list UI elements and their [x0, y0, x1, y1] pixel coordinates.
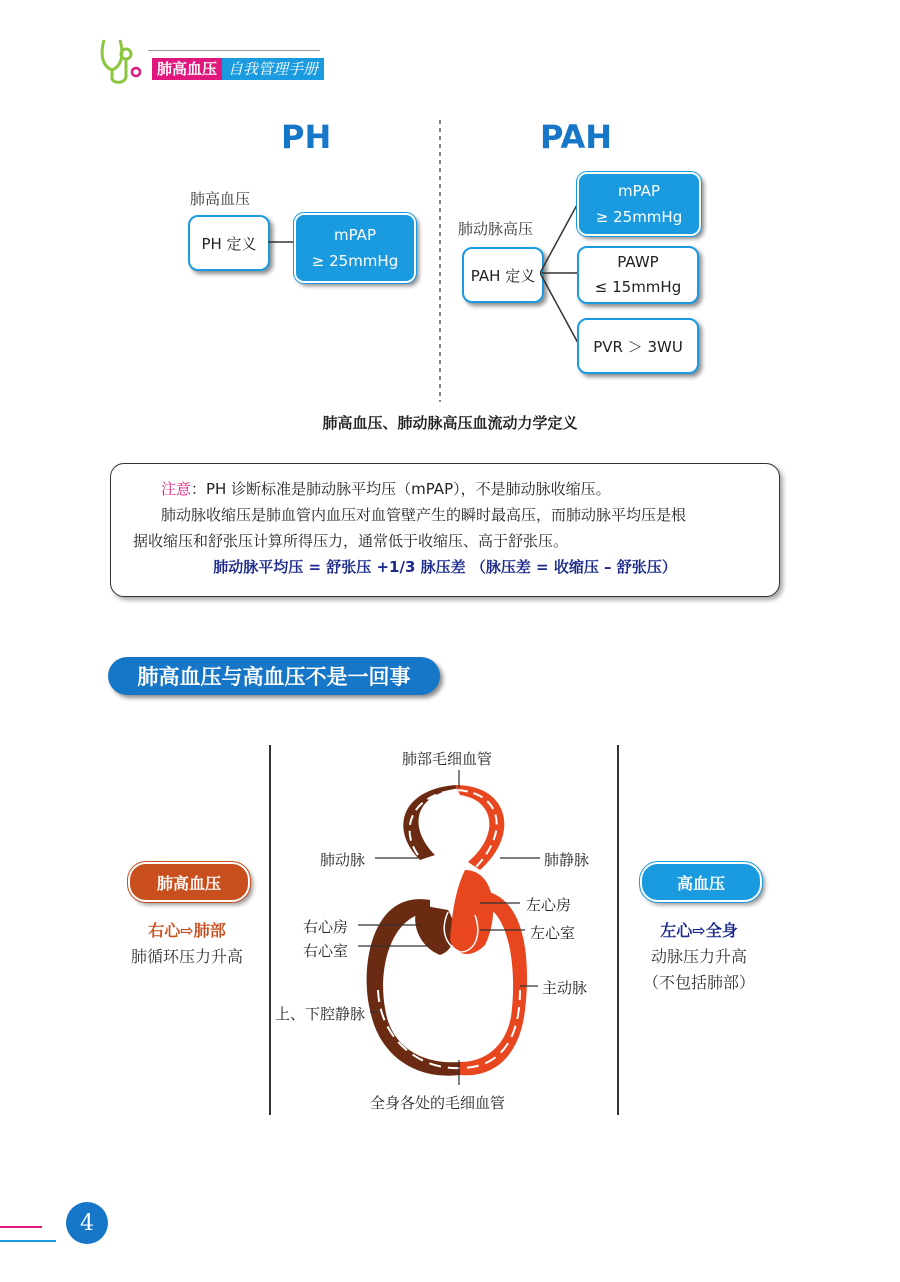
header-rule — [148, 50, 320, 51]
ph-definition-box: PH 定义 — [188, 215, 270, 271]
header-title-sub: 自我管理手册 — [222, 58, 324, 80]
label-right-ventricle: 右心室 — [303, 942, 349, 960]
label-pulmonary-artery: 肺动脉 — [320, 851, 366, 869]
right-note: （不包括肺部） — [642, 973, 755, 992]
label-left-ventricle: 左心室 — [530, 924, 576, 942]
left-path: 右心⇨肺部 — [148, 921, 226, 940]
pah-criterion-3-line1: PVR ＞ 3WU — [593, 337, 683, 356]
section-title: 肺高血压与高血压不是一回事 — [108, 657, 440, 695]
pah-criterion-2-line1: PAWP — [617, 253, 659, 271]
definition-caption: 肺高血压、肺动脉高压血流动力学定义 — [322, 414, 578, 432]
pah-criterion-2-line2: ≤ 15mmHg — [594, 278, 682, 296]
note-line3: 据收缩压和舒张压计算所得压力，通常低于收缩压、高于舒张压。 — [133, 532, 569, 550]
header-title — [152, 58, 324, 80]
center-dashed-divider — [438, 120, 442, 402]
pah-mpap-criterion — [577, 172, 701, 236]
label-right-atrium: 右心房 — [303, 918, 349, 936]
footer-blue-rule — [0, 1240, 56, 1242]
left-description — [112, 918, 262, 970]
label-systemic-capillary: 全身各处的毛细血管 — [370, 1094, 506, 1112]
pah-pvr-criterion — [577, 318, 699, 374]
label-pulmonary-vein: 肺静脉 — [544, 851, 590, 869]
right-desc: 动脉压力升高 — [650, 947, 747, 966]
pulmonary-hypertension-pill: 肺高血压 — [128, 862, 250, 902]
footer-pink-rule — [0, 1226, 42, 1228]
note-label: 注意 — [161, 480, 192, 498]
pah-definition-box: PAH 定义 — [462, 247, 544, 303]
note-line1-text: ：PH 诊断标准是肺动脉平均压（mPAP），不是肺动脉收缩压。 — [191, 480, 611, 498]
right-divider — [617, 745, 619, 1115]
ph-heading: PH — [281, 118, 332, 156]
pah-label: 肺动脉高压 — [458, 220, 534, 238]
note-line1 — [161, 476, 761, 502]
ph-mpap-criterion — [294, 213, 416, 283]
pah-pawp-criterion — [577, 246, 699, 304]
heart-left-side — [450, 870, 493, 954]
label-left-atrium: 左心房 — [526, 896, 572, 914]
label-vena-cava: 上、下腔静脉 — [275, 1005, 366, 1023]
stethoscope-icon — [98, 36, 148, 84]
pulmonary-loop-arterial — [455, 785, 504, 870]
note-line2: 肺动脉收缩压是肺血管内血压对血管壁产生的瞬时最高压，而肺动脉平均压是根 — [161, 506, 687, 524]
note-box — [110, 463, 780, 597]
right-description — [624, 918, 774, 996]
label-pulmonary-capillary: 肺部毛细血管 — [402, 750, 493, 768]
pah-criterion-1-line2: ≥ 25mmHg — [595, 208, 683, 226]
ph-criterion-line2: ≥ 25mmHg — [311, 252, 399, 270]
pah-criterion-1-line1: mPAP — [617, 182, 660, 200]
label-aorta: 主动脉 — [542, 979, 588, 997]
header-title-main: 肺高血压 — [152, 58, 222, 80]
heart-right-side — [415, 905, 455, 955]
ph-connector — [268, 238, 296, 246]
ph-label: 肺高血压 — [190, 190, 251, 208]
ph-criterion-line1: mPAP — [333, 226, 376, 244]
hypertension-pill: 高血压 — [640, 862, 762, 902]
pah-connectors — [540, 195, 580, 355]
left-desc: 肺循环压力升高 — [130, 947, 243, 966]
note-formula: 肺动脉平均压 = 舒张压 +1/3 脉压差 （脉压差 = 收缩压 – 舒张压） — [213, 558, 677, 576]
pah-heading: PAH — [540, 118, 613, 156]
right-path: 左心⇨全身 — [660, 921, 738, 940]
page-number: 4 — [66, 1202, 108, 1244]
